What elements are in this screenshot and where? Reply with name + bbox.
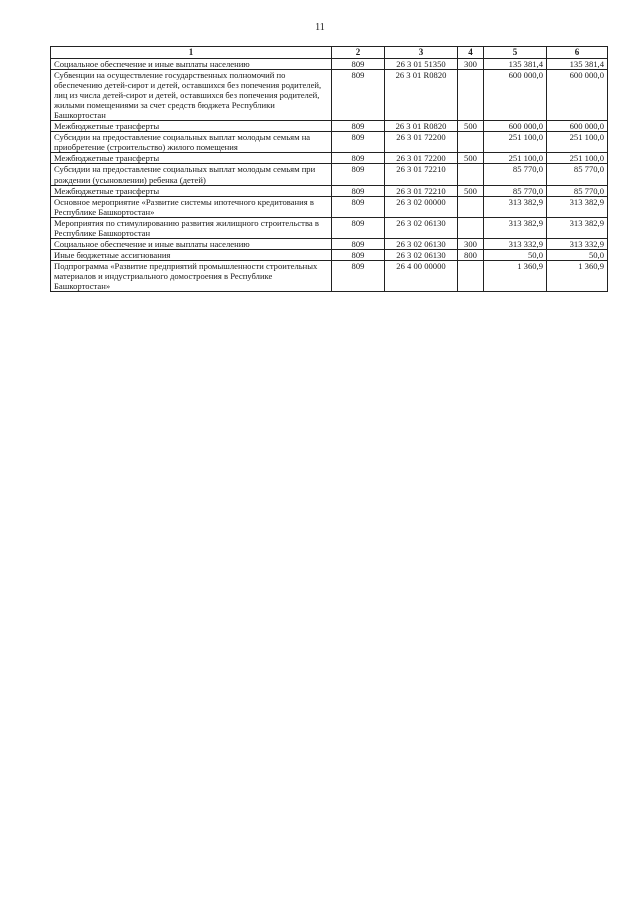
row-sum2: 135 381,4 [547,59,608,70]
row-type: 300 [458,238,484,249]
row-sum2: 251 100,0 [547,132,608,153]
row-name: Подпрограмма «Развитие предприятий промышленности строительных материалов и индустриального домостроения в Республике Башкортостан» [51,260,332,291]
row-dept: 809 [332,70,385,121]
row-name: Межбюджетные трансферты [51,153,332,164]
row-code: 26 3 02 06130 [385,238,458,249]
row-code: 26 3 01 R0820 [385,121,458,132]
header-row [51,47,608,59]
row-name: Субвенции на осуществление государственных полномочий по обеспечению детей-сирот и детей, оставшихся без попечения родителей, лиц из числа детей-сирот и детей, оставшихся без попечения родителей, жилыми помещениями за счет средств бюджета Республики Башкортостан [51,70,332,121]
table-row [51,153,608,164]
row-name: Субсидии на предоставление социальных выплат молодым семьям при рождении (усыновлении) ребенка (детей) [51,164,332,185]
row-name: Межбюджетные трансферты [51,121,332,132]
col-header-sum1: 5 [484,47,547,59]
row-type: 500 [458,121,484,132]
row-type: 500 [458,185,484,196]
row-type: 800 [458,249,484,260]
row-name: Мероприятия по стимулированию развития жилищного строительства в Республике Башкортостан [51,217,332,238]
col-header-dept: 2 [332,47,385,59]
row-type [458,196,484,217]
page-number: 11 [315,22,325,33]
row-name: Межбюджетные трансферты [51,185,332,196]
row-code: 26 3 01 72200 [385,153,458,164]
table-row [51,217,608,238]
row-type [458,217,484,238]
budget-table [50,46,608,292]
row-sum1: 251 100,0 [484,153,547,164]
row-name: Основное мероприятие «Развитие системы ипотечного кредитования в Республике Башкортостан» [51,196,332,217]
row-name: Социальное обеспечение и иные выплаты населению [51,59,332,70]
row-code: 26 3 01 72200 [385,132,458,153]
row-code: 26 4 00 00000 [385,260,458,291]
row-sum1: 135 381,4 [484,59,547,70]
row-code: 26 3 02 06130 [385,217,458,238]
row-sum1: 85 770,0 [484,185,547,196]
row-type: 300 [458,59,484,70]
table-row [51,196,608,217]
row-dept: 809 [332,217,385,238]
table-row [51,121,608,132]
row-dept: 809 [332,238,385,249]
row-dept: 809 [332,121,385,132]
row-code: 26 3 01 51350 [385,59,458,70]
col-header-code: 3 [385,47,458,59]
table-row [51,70,608,121]
row-dept: 809 [332,249,385,260]
col-header-type: 4 [458,47,484,59]
row-code: 26 3 01 72210 [385,164,458,185]
row-dept: 809 [332,164,385,185]
row-sum2: 1 360,9 [547,260,608,291]
row-sum1: 85 770,0 [484,164,547,185]
row-sum2: 50,0 [547,249,608,260]
row-dept: 809 [332,153,385,164]
row-type [458,164,484,185]
row-code: 26 3 01 R0820 [385,70,458,121]
row-sum2: 313 382,9 [547,217,608,238]
row-sum1: 600 000,0 [484,121,547,132]
row-sum1: 313 332,9 [484,238,547,249]
col-header-name: 1 [51,47,332,59]
row-code: 26 3 02 00000 [385,196,458,217]
table-row [51,260,608,291]
row-dept: 809 [332,185,385,196]
row-sum2: 85 770,0 [547,164,608,185]
row-sum1: 313 382,9 [484,217,547,238]
row-name: Субсидии на предоставление социальных выплат молодым семьям на приобретение (строительство) жилого помещения [51,132,332,153]
table-row [51,59,608,70]
row-sum1: 251 100,0 [484,132,547,153]
row-sum2: 251 100,0 [547,153,608,164]
row-sum1: 1 360,9 [484,260,547,291]
row-dept: 809 [332,260,385,291]
row-sum2: 313 332,9 [547,238,608,249]
row-dept: 809 [332,196,385,217]
row-code: 26 3 01 72210 [385,185,458,196]
table-row [51,185,608,196]
row-sum1: 50,0 [484,249,547,260]
row-dept: 809 [332,132,385,153]
col-header-sum2: 6 [547,47,608,59]
row-type: 500 [458,153,484,164]
row-name: Иные бюджетные ассигнования [51,249,332,260]
table-row [51,249,608,260]
row-code: 26 3 02 06130 [385,249,458,260]
row-sum1: 600 000,0 [484,70,547,121]
row-name: Социальное обеспечение и иные выплаты населению [51,238,332,249]
row-type [458,70,484,121]
table-row [51,164,608,185]
table-row [51,238,608,249]
row-sum2: 85 770,0 [547,185,608,196]
table-row [51,132,608,153]
row-type [458,132,484,153]
row-sum2: 600 000,0 [547,121,608,132]
row-type [458,260,484,291]
row-sum2: 600 000,0 [547,70,608,121]
row-sum1: 313 382,9 [484,196,547,217]
row-dept: 809 [332,59,385,70]
row-sum2: 313 382,9 [547,196,608,217]
